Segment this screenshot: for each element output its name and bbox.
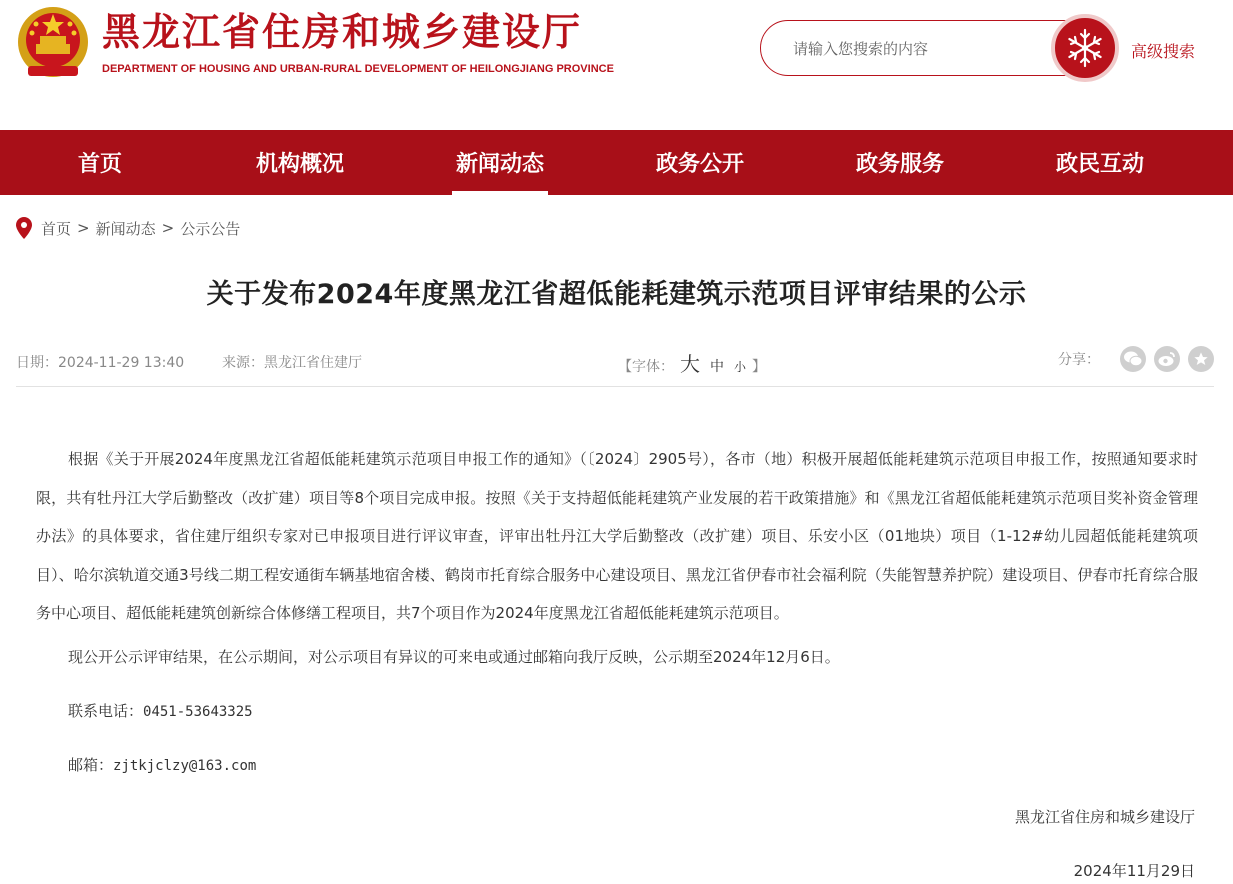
- article-paragraph-1: 根据《关于开展2024年度黑龙江省超低能耗建筑示范项目申报工作的通知》（〔2024〕2905号），各市（地）积极开展超低能耗建筑示范项目申报工作，按照通知要求时限，共有牡丹江大学后勤整改（改扩建）项目等8个项目完成申报。按照《关于支持超低能耗建筑产业发展的若干政策措施》和《黑龙江省超低能耗建筑示范项目奖补资金管理办法》的具体要求，省住建厅组织专家对已申报项目进行评议审查，评审出牡丹江大学后勤整改（改扩建）项目、乐安小区（01地块）项目（1-12#幼儿园超低能耗建筑项目）、哈尔滨轨道交通3号线二期工程安通街车辆基地宿舍楼、鹤岗市托育综合服务中心建设项目、黑龙江省伊春市社会福利院（失能智慧养护院）建设项目、伊春市托育综合服务中心项目、超低能耗建筑创新综合体修缮工程项目，共7个项目作为2024年度黑龙江省超低能耗建筑示范项目。: [36, 450, 1198, 622]
- breadcrumb-home[interactable]: 首页: [41, 219, 72, 238]
- font-size-control: [618, 348, 766, 377]
- article-date: [16, 352, 184, 372]
- snowflake-search-icon: [1060, 23, 1110, 73]
- national-emblem-icon[interactable]: [14, 4, 92, 84]
- nav-item-government-affairs[interactable]: 政务公开: [655, 152, 744, 177]
- site-title: 黑龙江省住房和城乡建设厅: [102, 10, 583, 54]
- date-label: 日期：: [16, 355, 58, 371]
- location-pin-icon: [16, 217, 32, 239]
- breadcrumb-separator: >: [161, 219, 175, 237]
- search-input[interactable]: [791, 33, 1025, 65]
- article-meta: [16, 340, 1214, 387]
- favorite-share-icon[interactable]: [1188, 346, 1214, 372]
- advanced-search-link[interactable]: 高级搜索: [1131, 42, 1196, 61]
- search-box: [760, 20, 1092, 76]
- font-size-large-button[interactable]: 大: [680, 352, 700, 376]
- nav-item-news[interactable]: 新闻动态: [400, 130, 600, 195]
- share-label: 分享：: [1058, 352, 1100, 368]
- article-body: [36, 440, 1198, 633]
- site-header: [0, 0, 1233, 130]
- nav-item-organization[interactable]: 机构概况: [255, 152, 344, 177]
- breadcrumb-news[interactable]: 新闻动态: [95, 219, 156, 238]
- source-value: 黑龙江省住建厅: [264, 355, 362, 371]
- breadcrumb-announcements[interactable]: 公示公告: [180, 219, 241, 238]
- weibo-share-icon[interactable]: [1154, 346, 1180, 372]
- site-subtitle: DEPARTMENT OF HOUSING AND URBAN-RURAL DEVELOPMENT OF HEILONGJIANG PROVINCE: [102, 63, 614, 75]
- contact-phone: [68, 700, 253, 721]
- nav-item-government-services[interactable]: 政务服务: [855, 152, 944, 177]
- share-bar: [1058, 346, 1214, 372]
- source-label: 来源：: [222, 355, 264, 371]
- font-size-medium-button[interactable]: 中: [710, 359, 724, 375]
- paragraph-2-text: 现公开公示评审结果，在公示期间，对公示项目有异议的可来电或通过邮箱向我厅反映，公示期至2024年12月6日。: [68, 648, 840, 666]
- article-source: [222, 352, 362, 372]
- font-size-small-button[interactable]: 小: [734, 360, 747, 374]
- contact-email: [68, 754, 256, 775]
- sign-date: 2024年11月29日: [1073, 862, 1195, 880]
- email-value[interactable]: zjtkjclzy@163.com: [113, 758, 257, 774]
- nav-item-home[interactable]: 首页: [77, 152, 122, 177]
- phone-label: 联系电话：: [68, 702, 144, 720]
- signature: 黑龙江省住房和城乡建设厅: [1014, 808, 1195, 826]
- main-nav: [0, 130, 1233, 195]
- breadcrumb-separator: >: [77, 219, 90, 237]
- article-paragraph-2: [68, 646, 840, 667]
- search-button[interactable]: [1051, 14, 1119, 82]
- breadcrumb: [16, 215, 240, 241]
- font-size-bracket-end: 】: [752, 359, 767, 375]
- font-size-label: 【字体：: [618, 359, 674, 375]
- email-label: 邮箱：: [68, 756, 114, 774]
- phone-value: 0451-53643325: [143, 704, 253, 720]
- wechat-share-icon[interactable]: [1120, 346, 1146, 372]
- date-value: 2024-11-29 13:40: [58, 355, 185, 371]
- nav-item-interaction[interactable]: 政民互动: [1055, 152, 1144, 177]
- article-title: 关于发布2024年度黑龙江省超低能耗建筑示范项目评审结果的公示: [206, 279, 1027, 310]
